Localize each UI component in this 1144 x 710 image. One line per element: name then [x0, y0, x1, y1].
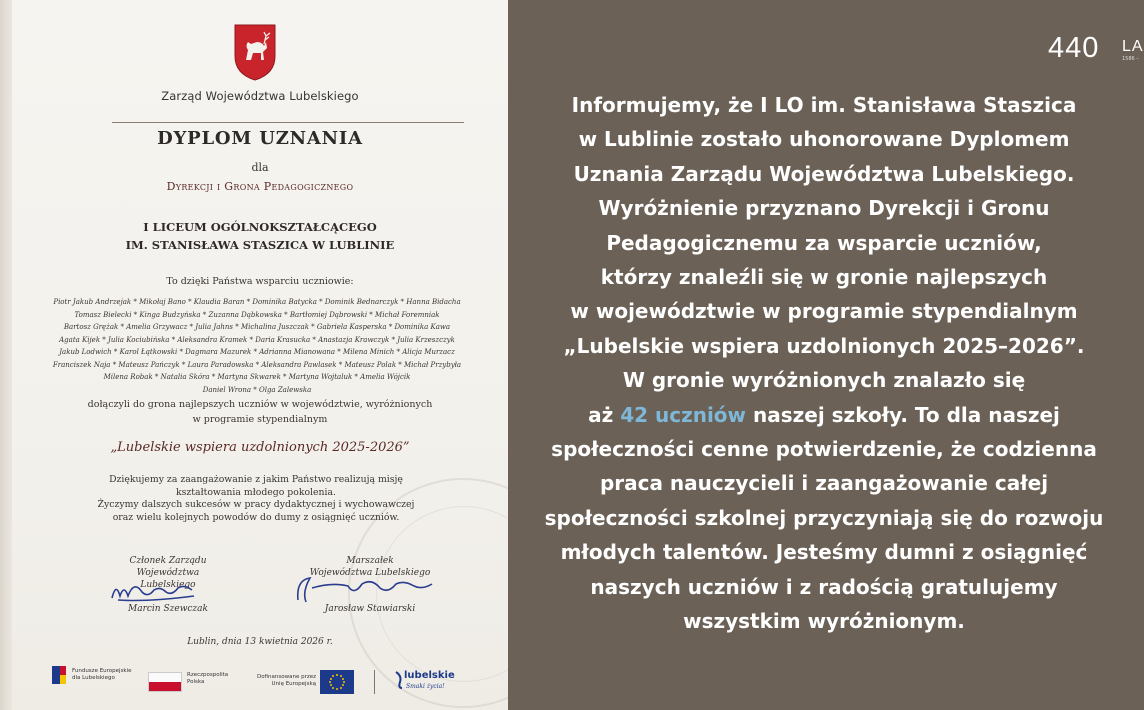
eu-flag-icon — [320, 670, 354, 694]
message-line: w województwie w programie stypendialnym — [570, 299, 1078, 324]
logo-line: Rzeczpospolita — [187, 672, 229, 678]
message-line: Pedagogicznemu za wsparcie uczniów, — [606, 230, 1042, 255]
eu-funds-logo-text — [72, 668, 132, 682]
message-line: młodych talentów. Jesteśmy dumni z osiągnięć — [560, 540, 1088, 565]
student-names — [50, 296, 464, 396]
student-count-highlight: 42 uczniów — [620, 402, 747, 427]
gratitude-line: kształtowania młodego pokolenia. — [176, 486, 336, 498]
signature-left — [108, 576, 200, 604]
names-line: Jakub Lodwich * Karol Łątkowski * Dagmara Mazurek * Adrianna Mianowana * Milena Minich * Alicja Murzacz — [59, 348, 455, 356]
gratitude-line: Życzymy dalszych sukcesów w pracy dydaktycznej i wychowawczej — [97, 499, 415, 510]
school-name-line1: I LICEUM OGÓLNOKSZTAŁCĄCEGO — [143, 220, 377, 234]
message-line: wszystkim wyróżnionym. — [683, 609, 965, 634]
lubelskie-mark-icon — [394, 670, 404, 690]
names-line: Franciszek Naja * Mateusz Pańczyk * Laura Paradowska * Aleksandra Pawlasek * Mateusz Polak * Michał Przybyła — [52, 360, 462, 369]
logo-line: Unię Europejską — [271, 681, 316, 687]
eu-cofunded-text — [246, 674, 316, 688]
lubelskie-logo-tagline: Smaki życia! — [406, 683, 445, 690]
place-and-date: Lublin, dnia 13 kwietnia 2026 r. — [187, 637, 333, 647]
diploma-photo — [0, 0, 508, 710]
announcement-panel — [508, 0, 1144, 710]
message-line: Wyróżnienie przyznano Dyrekcji i Gronu — [598, 196, 1050, 221]
role-line: Województwa Lubelskiego — [309, 568, 431, 578]
role-line: Województwa Lubelskiego — [136, 568, 200, 590]
gratitude-text — [80, 474, 432, 524]
diploma-for: dla — [251, 161, 269, 174]
poland-flag-icon — [148, 672, 182, 692]
diploma-title: DYPLOM UZNANIA — [157, 128, 363, 149]
message-line: którzy znaleźli się w gronie najlepszych — [600, 265, 1048, 290]
message-line: społeczności cenne potwierdzenie, że codzienna — [551, 437, 1097, 462]
logo-line: Polska — [187, 679, 205, 685]
logo-separator — [374, 670, 375, 694]
diploma-recipient: Dyrekcji i Grona Pedagogicznego — [166, 180, 354, 193]
message-line: w Lublinie zostało uhonorowane Dyplomem — [578, 127, 1070, 152]
anniversary-suffix: LA — [1122, 38, 1144, 55]
names-line: Tomasz Bielecki * Kinga Budzyńska * Zuzanna Dąbkowska * Bartłomiej Dąbrowski * Michał Foremniak — [74, 310, 440, 319]
logo-line: dla Lubelskiego — [72, 675, 115, 681]
gratitude-line: Dziękujemy za zaangażowanie z jakim Państwo realizują misję — [109, 474, 403, 485]
message-fragment: aż — [588, 402, 621, 427]
message-line: praca nauczycieli i zaangażowanie całej — [599, 471, 1049, 496]
logo-line: Fundusze Europejskie — [72, 668, 132, 674]
message-fragment: naszej szkoły. To dla naszej — [746, 402, 1060, 427]
diploma-issuer: Zarząd Województwa Lubelskiego — [161, 89, 359, 103]
program-name: „Lubelskie wspiera uzdolnionych 2025-2026” — [110, 440, 410, 455]
signatory-right-name: Jarosław Stawiarski — [324, 604, 416, 614]
message-line: W gronie wyróżnionych znalazło się — [622, 368, 1026, 393]
anniversary-number: 440 — [1048, 32, 1100, 64]
poland-logo-text — [187, 672, 228, 686]
names-line: Agata Kijek * Julia Kociubińska * Aleksandra Kramek * Daria Krasucka * Anastazja Krawczyk * Julia Krzeszczyk — [59, 335, 455, 344]
names-line: Daniel Wrona * Olga Zalewska — [202, 385, 312, 394]
gratitude-line: oraz wielu kolejnych powodów do dumy z osiągnięć uczniów. — [112, 511, 400, 523]
role-line: Marszałek — [346, 556, 394, 566]
role-line: Członek Zarządu — [129, 556, 207, 566]
names-line: Bartosz Grężak * Amelia Grzywacz * Julia Jahns * Michalina Juszczak * Gabriela Kasperska * Dominika Kawa — [63, 323, 451, 331]
eu-funds-logo-icon — [50, 664, 68, 686]
anniversary-years: 1586 – — [1122, 56, 1139, 62]
anniversary-logo — [1044, 32, 1144, 68]
message-line: Uznania Zarządu Województwa Lubelskiego. — [573, 161, 1075, 186]
message-line: Informujemy, że I LO im. Stanisława Staszica — [571, 93, 1077, 117]
signature-right — [292, 570, 442, 606]
funding-logos — [50, 664, 480, 700]
joined-line1: dołączyli do grona najlepszych uczniów w województwie, wyróżnionych — [87, 399, 433, 410]
announcement-text — [508, 88, 1140, 639]
names-line: Milena Robak * Natalia Skóra * Martyna Skwarek * Martyna Wojtaluk * Amelia Wójcik — [103, 373, 411, 381]
thanks-line: To dzięki Państwa wsparciu uczniowie: — [166, 276, 354, 287]
lubelskie-logo-name: lubelskie — [404, 670, 455, 681]
message-line — [508, 398, 1140, 432]
names-line: Piotr Jakub Andrzejak * Mikołaj Bano * Klaudia Baran * Dominika Batycka * Dominik Bednarczyk * Hanna Bidacha — [53, 298, 461, 306]
message-line: społeczności szkolnej przyczyniają się do rozwoju — [544, 505, 1104, 530]
school-name-line2: IM. STANISŁAWA STASZICA W LUBLINIE — [125, 238, 395, 252]
lubelskie-logo — [394, 668, 460, 698]
signatory-left-name: Marcin Szewczak — [128, 604, 208, 614]
divider — [112, 122, 464, 123]
message-line: „Lubelskie wspiera uzdolnionych 2025–2026”. — [563, 333, 1085, 358]
lubelskie-crest-icon — [231, 22, 279, 82]
message-line: naszych uczniów i z radością gratulujemy — [590, 574, 1058, 599]
logo-line: Dofinansowane przez — [256, 674, 316, 680]
joined-line2: w programie stypendialnym — [192, 414, 328, 425]
